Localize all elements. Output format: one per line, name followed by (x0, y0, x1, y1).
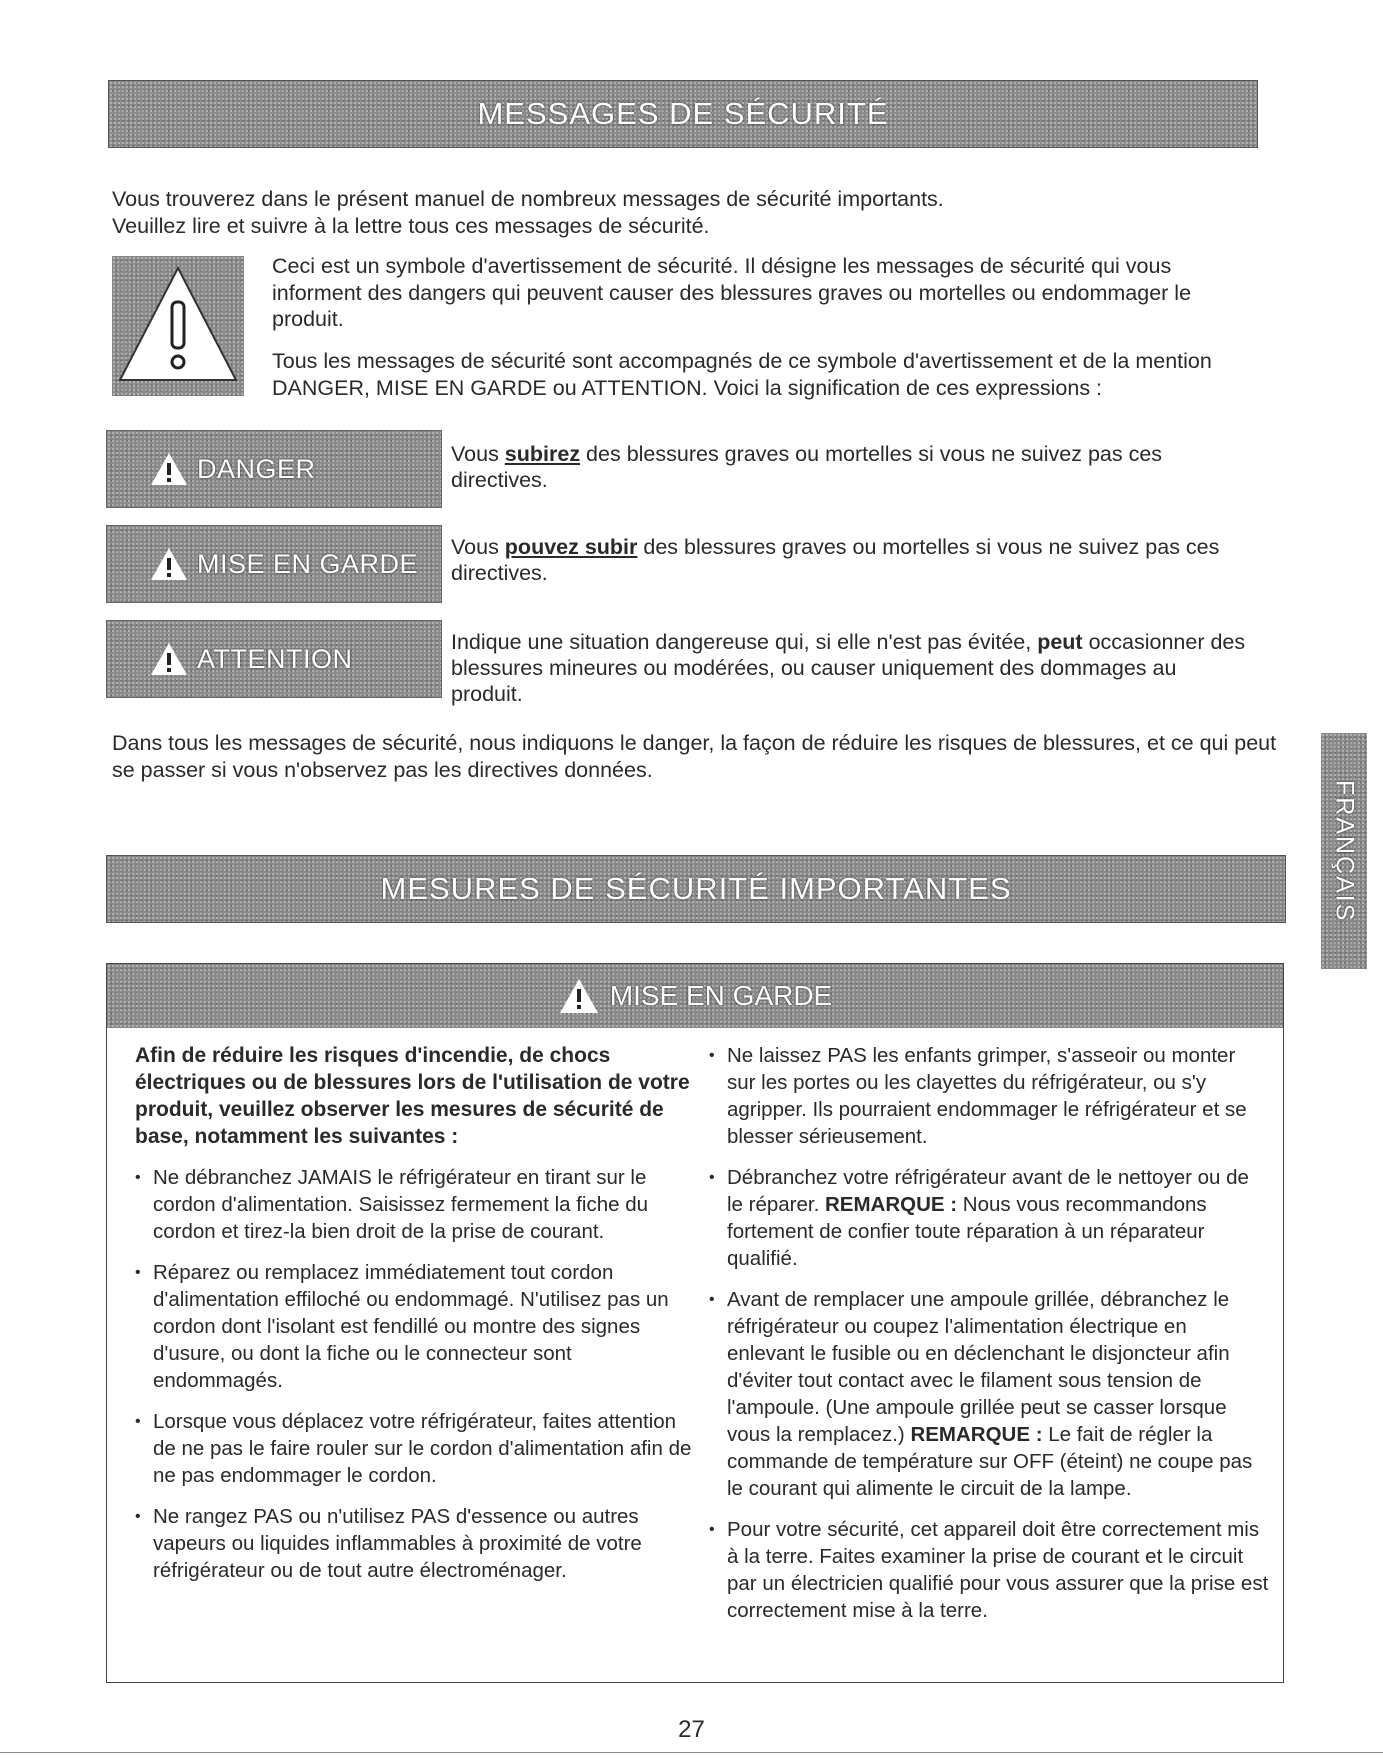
mise-en-garde-desc-pre: Vous (451, 535, 505, 559)
danger-desc-pre: Vous (451, 442, 505, 466)
attention-desc-emphasis: peut (1037, 630, 1083, 654)
list-item-text: Le fait de régler la commande de température sur OFF (éteint) ne coupe pas le courant qui alimente le circuit de la lampe. (727, 1423, 1253, 1500)
symbol-paragraph-1: Ceci est un symbole d'avertissement de sécurité. Il désigne les messages de sécurité qui vous informent des dangers qui peuvent causer des blessures graves ou mortelles ou endommager le produit. (272, 254, 1192, 331)
warning-box-header (107, 964, 1283, 1028)
warning-right-column (709, 1042, 1269, 1638)
list-item (709, 1286, 1269, 1502)
mise-en-garde-signal-label (106, 525, 442, 603)
list-item-text: Nous vous recommandons fortement de confier toute réparation à un réparateur qualifié. (727, 1193, 1207, 1270)
summary-paragraph: Dans tous les messages de sécurité, nous indiquons le danger, la façon de réduire les risques de blessures, et ce qui peut se passer si vous n'observez pas les directives données. (112, 731, 1277, 782)
mise-en-garde-label-text: MISE EN GARDE (197, 548, 419, 579)
bottom-divider (0, 1752, 1383, 1753)
section-banner (106, 855, 1286, 923)
danger-description (451, 441, 1251, 493)
list-item: • Ne laissez PAS les enfants grimper, s'asseoir ou monter sur les portes ou les clayettes du réfrigérateur, ou s'y agripper. Ils pourraient endommager le réfrigérateur et se blesser sérieusement. (709, 1042, 1269, 1150)
warning-left-list (135, 1164, 695, 1584)
danger-desc-emphasis: subirez (504, 442, 581, 466)
warning-triangle-icon (149, 641, 189, 677)
list-item: • Ne débranchez JAMAIS le réfrigérateur en tirant sur le cordon d'alimentation. Saisissez fermement la fiche du cordon et tirez-la bien droit de la prise de courant. (135, 1164, 695, 1245)
warning-triangle-icon (149, 546, 189, 582)
warning-intro: Afin de réduire les risques d'incendie, de chocs électriques ou de blessures lors de l'utilisation de votre produit, veuillez observer les mesures de sécurité de base, notamment les suivantes : (135, 1044, 690, 1148)
remarque-label: REMARQUE : (825, 1193, 958, 1216)
remarque-label: REMARQUE : (910, 1423, 1043, 1446)
language-side-tab (1321, 733, 1367, 969)
warning-right-list (709, 1042, 1269, 1624)
warning-triangle-icon (558, 977, 600, 1015)
header-banner (108, 80, 1258, 148)
language-tab-label: FRANÇAIS (1330, 779, 1359, 923)
list-item: • Pour votre sécurité, cet appareil doit être correctement mis à la terre. Faites examiner la prise de courant et le circuit par un électricien qualifié pour vous assurer que la prise est correctement mise à la terre. (709, 1516, 1269, 1624)
list-item: • Ne rangez PAS ou n'utilisez PAS d'essence ou autres vapeurs ou liquides inflammables à proximité de votre réfrigérateur ou de tout autre électroménager. (135, 1503, 695, 1584)
danger-signal-label (106, 430, 442, 508)
intro-line-2: Veuillez lire et suivre à la lettre tous ces messages de sécurité. (112, 214, 710, 238)
symbol-paragraph-2: Tous les messages de sécurité sont accompagnés de ce symbole d'avertissement et de la mention DANGER, MISE EN GARDE ou ATTENTION. Voici la signification de ces expressions : (272, 349, 1212, 400)
mise-en-garde-desc-post: des blessures graves ou mortelles si vous ne suivez pas ces directives. (451, 535, 1220, 585)
attention-label-text: ATTENTION (197, 643, 353, 674)
warning-box (106, 963, 1284, 1683)
danger-label-text: DANGER (197, 453, 316, 484)
mise-en-garde-description (451, 534, 1251, 586)
header-banner-title: MESSAGES DE SÉCURITÉ (477, 96, 889, 131)
mise-en-garde-desc-emphasis: pouvez subir (504, 535, 638, 559)
list-item-text: Débranchez votre réfrigérateur avant de le nettoyer ou de le réparer. (727, 1166, 1249, 1216)
intro-line-1: Vous trouverez dans le présent manuel de nombreux messages de sécurité importants. (112, 187, 944, 211)
list-item: • Lorsque vous déplacez votre réfrigérateur, faites attention de ne pas le faire rouler sur le cordon d'alimentation afin de ne pas endommager le cordon. (135, 1408, 695, 1489)
warning-left-column (135, 1042, 695, 1598)
warning-triangle-icon (149, 451, 189, 487)
danger-desc-post: des blessures graves ou mortelles si vous ne suivez pas ces directives. (451, 442, 1163, 492)
attention-description (451, 629, 1251, 707)
section-banner-title: MESURES DE SÉCURITÉ IMPORTANTES (380, 871, 1012, 906)
warning-triangle-icon (112, 256, 244, 396)
attention-signal-label (106, 620, 442, 698)
safety-alert-symbol (112, 256, 244, 396)
attention-desc-pre: Indique une situation dangereuse qui, si elle n'est pas évitée, (451, 630, 1038, 654)
page-number: 27 (678, 1716, 705, 1743)
attention-desc-post: occasionner des blessures mineures ou modérées, ou causer uniquement des dommages au produit. (451, 630, 1246, 706)
list-item: • Réparez ou remplacez immédiatement tout cordon d'alimentation effiloché ou endommagé. N'utilisez pas un cordon dont l'isolant est fendillé ou montre des signes d'usure, ou dont la fiche ou le connecteur sont endommagés. (135, 1259, 695, 1394)
list-item (709, 1164, 1269, 1272)
warning-box-title: MISE EN GARDE (609, 980, 833, 1011)
list-item-text: Avant de remplacer une ampoule grillée, débranchez le réfrigérateur ou coupez l'alimentation électrique en enlevant le fusible ou en déclenchant le disjoncteur afin d'éviter tout contact avec le filament sous tension de l'ampoule. (Une ampoule grillée peut se casser lorsque vous la remplacez.) (727, 1288, 1230, 1446)
